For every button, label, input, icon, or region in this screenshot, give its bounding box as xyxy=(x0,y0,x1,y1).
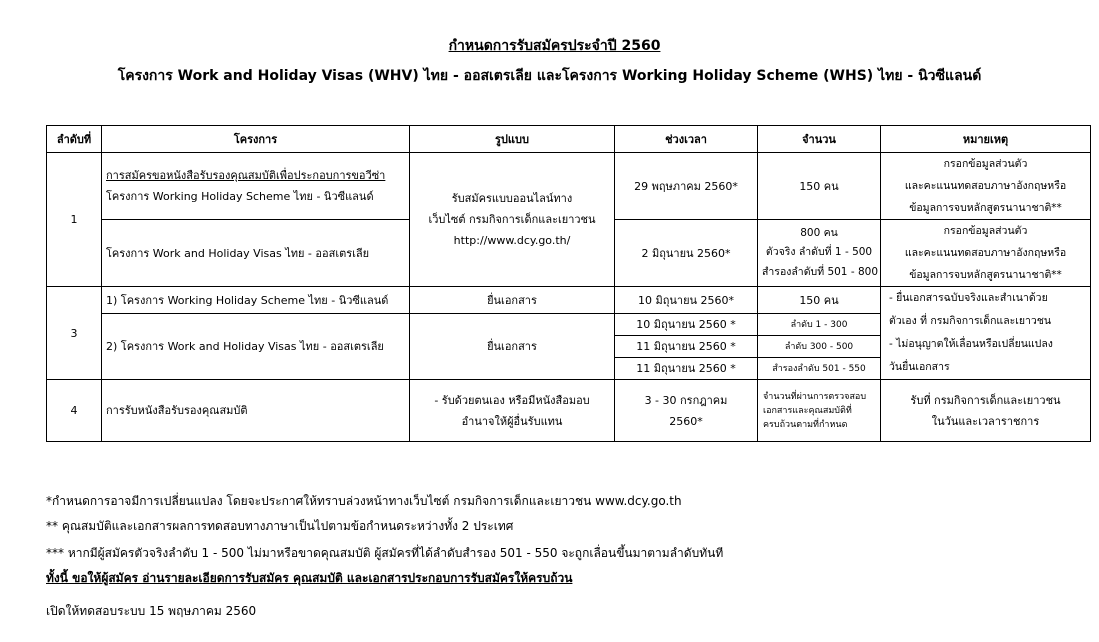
note-line: รับที่ กรมกิจการเด็กและเยาวชน xyxy=(910,393,1061,407)
project-cell: การรับหนังสือรับรองคุณสมบัติ xyxy=(102,380,410,442)
amount-cell: ลำดับ 300 - 500 xyxy=(758,336,881,358)
footnote-reserve: *** หากมีผู้สมัครตัวจริงลำดับ 1 - 500 ไม่มาหรือขาดคุณสมบัติ ผู้สมัครที่ได้ลำดับสำรอง 501 - 550 จะถูกเลื่อนขึ้นมาตามลำดับทันที xyxy=(46,546,724,560)
format-line: เว็บไซต์ กรมกิจการเด็กและเยาวชน xyxy=(428,213,596,226)
format-line: อำนาจให้ผู้อื่นรับแทน xyxy=(461,414,563,428)
format-cell xyxy=(410,380,615,442)
note-cell xyxy=(881,153,1091,220)
note-cell xyxy=(881,380,1091,442)
note-line: ในวันและเวลาราชการ xyxy=(931,414,1040,428)
project-title-line: การสมัครขอหนังสือรับรองคุณสมบัติเพื่อประกอบการขอวีซ่า xyxy=(106,169,386,182)
note-line: กรอกข้อมูลส่วนตัว xyxy=(943,158,1028,170)
period-cell: 11 มิถุนายน 2560 * xyxy=(615,336,758,358)
note-line: กรอกข้อมูลส่วนตัว xyxy=(943,225,1028,237)
period-cell: 11 มิถุนายน 2560 * xyxy=(615,358,758,380)
format-cell xyxy=(410,153,615,287)
project-cell: 2) โครงการ Work and Holiday Visas ไทย - ออสเตรเลีย xyxy=(102,314,410,380)
document-title: กำหนดการรับสมัครประจำปี 2560 xyxy=(448,38,661,54)
document-subtitle: โครงการ Work and Holiday Visas (WHV) ไทย - ออสเตรเลีย และโครงการ Working Holiday Scheme (WHS) ไทย - นิวซีแลนด์ xyxy=(117,68,982,84)
footnote-system-test: เปิดให้ทดสอบระบบ 15 พฤษภาคม 2560 xyxy=(46,604,257,618)
amount-cell: ลำดับ 1 - 300 xyxy=(758,314,881,336)
period-line: 2560* xyxy=(669,414,703,428)
period-cell: 2 มิถุนายน 2560* xyxy=(615,220,758,287)
amount-cell: 150 คน xyxy=(758,287,881,314)
amount-cell xyxy=(758,380,881,442)
note-line: ข้อมูลการจบหลักสูตรนานาชาติ** xyxy=(909,202,1062,214)
note-line: และคะแนนทดสอบภาษาอังกฤษหรือ xyxy=(904,180,1067,192)
amount-cell xyxy=(758,220,881,287)
format-line: - รับด้วยตนเอง หรือมีหนังสือมอบ xyxy=(434,393,590,407)
note-line: - ไม่อนุญาตให้เลื่อนหรือเปลี่ยนแปลง xyxy=(889,338,1053,350)
row-number: 1 xyxy=(47,153,102,287)
table-row xyxy=(47,287,1091,314)
table-header-row xyxy=(47,126,1091,153)
note-line: ข้อมูลการจบหลักสูตรนานาชาติ** xyxy=(909,269,1062,281)
note-line: และคะแนนทดสอบภาษาอังกฤษหรือ xyxy=(904,247,1067,259)
period-cell: 10 มิถุนายน 2560 * xyxy=(615,314,758,336)
amount-line: ครบถ้วนตามที่กำหนด xyxy=(763,419,848,430)
project-name: โครงการ Working Holiday Scheme ไทย - นิวซีแลนด์ xyxy=(106,190,374,203)
note-cell xyxy=(881,287,1091,380)
amount-line: จำนวนที่ผ่านการตรวจสอบ xyxy=(763,391,867,402)
amount-line: ตัวจริง ลำดับที่ 1 - 500 xyxy=(765,246,873,258)
table-row xyxy=(47,380,1091,442)
amount-cell: สำรองลำดับ 501 - 550 xyxy=(758,358,881,380)
project-cell: โครงการ Work and Holiday Visas ไทย - ออสเตรเลีย xyxy=(102,220,410,287)
header-amount: จำนวน xyxy=(758,126,881,153)
amount-line: สำรองลำดับที่ 501 - 800 xyxy=(762,266,878,278)
row-number: 4 xyxy=(47,380,102,442)
format-cell: ยื่นเอกสาร xyxy=(410,314,615,380)
project-cell xyxy=(102,153,410,220)
period-cell: 29 พฤษภาคม 2560* xyxy=(615,153,758,220)
note-cell xyxy=(881,220,1091,287)
amount-line: เอกสารและคุณสมบัติที่ xyxy=(763,405,852,416)
header-no: ลำดับที่ xyxy=(47,126,102,153)
schedule-table xyxy=(46,125,1091,442)
format-line: รับสมัครแบบออนไลน์ทาง xyxy=(451,192,573,205)
footnote-qualification: ** คุณสมบัติและเอกสารผลการทดสอบทางภาษาเป็นไปตามข้อกำหนดระหว่างทั้ง 2 ประเทศ xyxy=(46,519,514,533)
footnote-read-details: ทั้งนี้ ขอให้ผู้สมัคร อ่านรายละเอียดการรับสมัคร คุณสมบัติ และเอกสารประกอบการรับสมัครให้ครบถ้วน xyxy=(46,571,573,585)
table-row xyxy=(47,153,1091,220)
header-format: รูปแบบ xyxy=(410,126,615,153)
project-cell: 1) โครงการ Working Holiday Scheme ไทย - นิวซีแลนด์ xyxy=(102,287,410,314)
period-line: 3 - 30 กรกฎาคม xyxy=(644,393,728,407)
amount-cell: 150 คน xyxy=(758,153,881,220)
format-cell: ยื่นเอกสาร xyxy=(410,287,615,314)
note-line: ตัวเอง ที่ กรมกิจการเด็กและเยาวชน xyxy=(889,315,1052,327)
amount-line: 800 คน xyxy=(800,227,838,239)
header-note: หมายเหตุ xyxy=(881,126,1091,153)
note-line: - ยื่นเอกสารฉบับจริงและสำเนาด้วย xyxy=(889,292,1048,304)
period-cell: 10 มิถุนายน 2560* xyxy=(615,287,758,314)
header-period: ช่วงเวลา xyxy=(615,126,758,153)
period-cell xyxy=(615,380,758,442)
row-number: 3 xyxy=(47,287,102,380)
header-project: โครงการ xyxy=(102,126,410,153)
format-url: http://www.dcy.go.th/ xyxy=(453,234,571,247)
note-line: วันยื่นเอกสาร xyxy=(889,361,950,373)
footnote-schedule-change: *กำหนดการอาจมีการเปลี่ยนแปลง โดยจะประกาศให้ทราบล่วงหน้าทางเว็บไซต์ กรมกิจการเด็กและเยาวชน www.dcy.go.th xyxy=(46,494,682,508)
